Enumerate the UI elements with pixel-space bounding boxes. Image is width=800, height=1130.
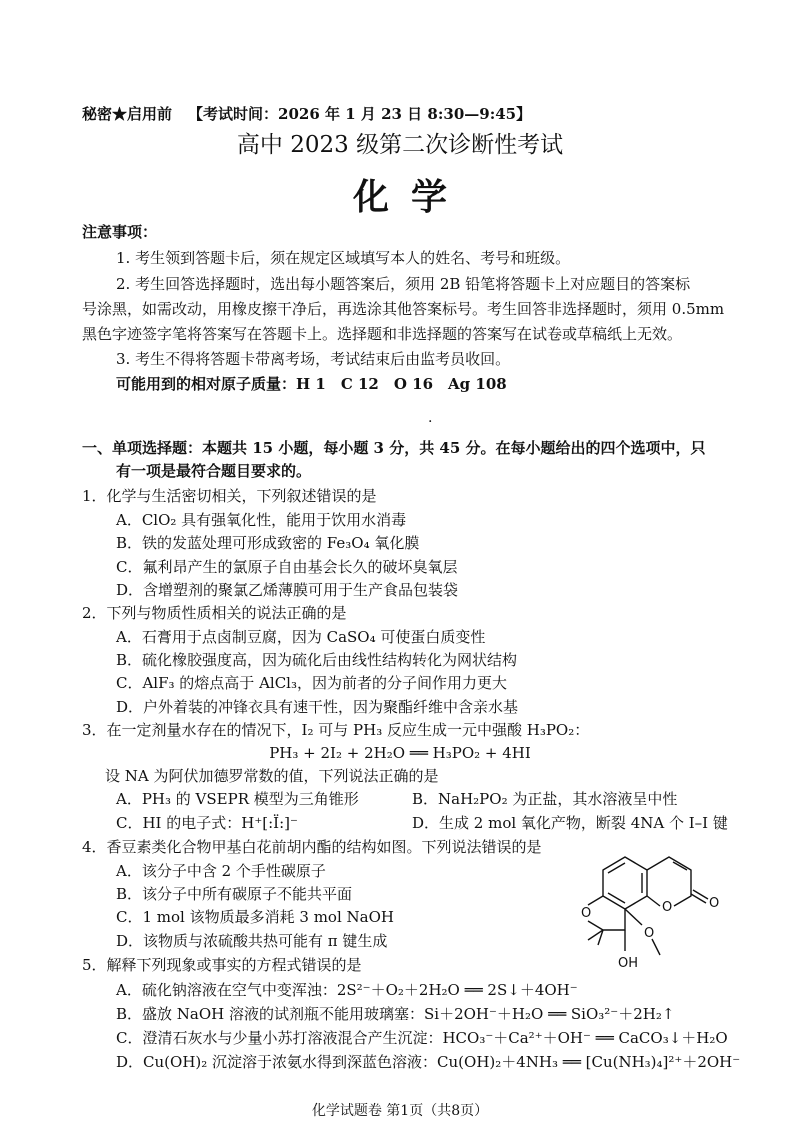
q1-stem: 1．化学与生活密切相关，下列叙述错误的是 (82, 487, 377, 505)
carbonyl-bond-1 (691, 894, 706, 903)
q1-option-c: C．氟利昂产生的氯原子自由基会长久的破坏臭氧层 (116, 558, 458, 576)
methoxy-bond-1 (625, 909, 642, 925)
note-2-cont: 号涂黑，如需改动，用橡皮擦干净后，再选涂其他答案标号。考生回答非选择题时，须用 0.5mm (82, 300, 725, 318)
benzene-double-bond-1 (608, 863, 625, 873)
section-heading-2: 有一项是最符合题目要求的。 (116, 462, 312, 480)
q5-option-b: B．盛放 NaOH 溶液的试剂瓶不能用玻璃塞：Si＋2OH⁻＋H₂O ══ SiO₃²⁻＋2H₂↑ (116, 1005, 675, 1023)
coumarin-structure-diagram (580, 845, 745, 985)
benzene-ring (603, 857, 647, 909)
q4-stem: 4．香豆素类化合物甲基白花前胡内酯的结构如图。下列说法错误的是 (82, 838, 542, 856)
q5-option-c: C．澄清石灰水与少量小苏打溶液混合产生沉淀：HCO₃⁻＋Ca²⁺＋OH⁻ ══ CaCO₃↓＋H₂O (116, 1029, 728, 1047)
ring-oxygen-label: O (581, 906, 592, 921)
atomic-masses: 可能用到的相对原子质量：H 1 C 12 O 16 Ag 108 (116, 375, 507, 393)
q4-option-c: C．1 mol 该物质最多消耗 3 mol NaOH (116, 908, 394, 926)
methoxy-bond-2 (652, 939, 660, 955)
stray-mark: . (428, 410, 433, 426)
q4-option-d: D．该物质与浓硫酸共热可能有 π 键生成 (116, 932, 388, 950)
notes-heading: 注意事项： (82, 223, 158, 241)
lactone-ring (647, 857, 691, 906)
carbonyl-oxygen-label: O (709, 896, 720, 911)
q2-option-c: C．AlF₃ 的熔点高于 AlCl₃，因为前者的分子间作用力更大 (116, 674, 507, 692)
q5-stem: 5．解释下列现象或事实的方程式错误的是 (82, 956, 362, 974)
lactone-oxygen-label: O (662, 900, 673, 915)
q2-option-a: A．石膏用于点卤制豆腐，因为 CaSO₄ 可使蛋白质变性 (116, 628, 486, 646)
q2-stem: 2．下列与物质性质相关的说法正确的是 (82, 604, 347, 622)
q3-equation: PH₃ + 2I₂ + 2H₂O ══ H₃PO₂ + 4HI (269, 744, 531, 762)
carbonyl-bond-2 (693, 890, 708, 899)
q3-option-c: C．HI 的电子式：H⁺[:Ï:]⁻ (116, 814, 298, 832)
methoxy-oxygen-label: O (644, 926, 655, 941)
q4-option-a: A．该分子中含 2 个手性碳原子 (116, 862, 326, 880)
q2-option-d: D．户外着装的冲锋衣具有速干性，因为聚酯纤维中含亲水基 (116, 698, 519, 716)
note-1: 1. 考生领到答题卡后，须在规定区域填写本人的姓名、考号和班级。 (116, 249, 571, 267)
q1-option-d: D．含增塑剂的聚氯乙烯薄膜可用于生产食品包装袋 (116, 581, 459, 599)
q2-option-b: B．硫化橡胶强度高，因为硫化后由线性结构转化为网状结构 (116, 651, 518, 669)
q3-option-a: A．PH₃ 的 VSEPR 模型为三角锥形 (116, 790, 359, 808)
q3-option-d: D．生成 2 mol 氧化产物，断裂 4NA 个 I–I 键 (412, 814, 728, 832)
q1-option-b: B．铁的发蓝处理可形成致密的 Fe₃O₄ 氧化膜 (116, 534, 420, 552)
page-footer: 化学试题卷 第1页（共8页） (311, 1103, 489, 1119)
q3-option-b: B．NaH₂PO₂ 为正盐，其水溶液呈中性 (412, 790, 678, 808)
subject-title: 化学 (352, 176, 469, 218)
exam-title: 高中 2023 级第二次诊断性考试 (236, 132, 564, 158)
hydroxyl-label: OH (618, 956, 639, 971)
section-heading-1: 一、单项选择题：本题共 15 小题，每小题 3 分，共 45 分。在每小题给出的四个选项中，只 (82, 439, 706, 457)
note-2-cont2: 黑色字迹签字笔将答案写在答题卡上。选择题和非选择题的答案写在试卷或草稿纸上无效。 (82, 325, 683, 343)
q3-stem: 3．在一定剂量水存在的情况下，I₂ 可与 PH₃ 反应生成一元中强酸 H₃PO₂： (82, 721, 590, 739)
q1-option-a: A．ClO₂ 具有强氧化性，能用于饮用水消毒 (116, 511, 407, 529)
q4-option-b: B．该分子中所有碳原子不能共平面 (116, 885, 353, 903)
q5-option-d: D．Cu(OH)₂ 沉淀溶于浓氨水得到深蓝色溶液：Cu(OH)₂＋4NH₃ ══ [Cu(NH₃)₄]²⁺＋2OH⁻ (116, 1053, 741, 1071)
pyran-ring (588, 896, 625, 930)
note-2: 2. 考生回答选择题时，选出每小题答案后，须用 2B 铅笔将答题卡上对应题目的答案标 (116, 275, 691, 293)
exam-time: 【考试时间：2026 年 1 月 23 日 8:30—9:45】 (188, 105, 532, 123)
q3-stem2: 设 NA 为阿伏加德罗常数的值，下列说法正确的是 (105, 767, 439, 785)
benzene-double-bond-3 (608, 893, 625, 903)
q5-option-a: A．硫化钠溶液在空气中变浑浊：2S²⁻＋O₂＋2H₂O ══ 2S↓＋4OH⁻ (116, 981, 578, 999)
header-line (82, 104, 531, 124)
note-3: 3. 考生不得将答题卡带离考场，考试结束后由监考员收回。 (116, 350, 511, 368)
secret-tag: 秘密★启用前 (82, 105, 173, 123)
